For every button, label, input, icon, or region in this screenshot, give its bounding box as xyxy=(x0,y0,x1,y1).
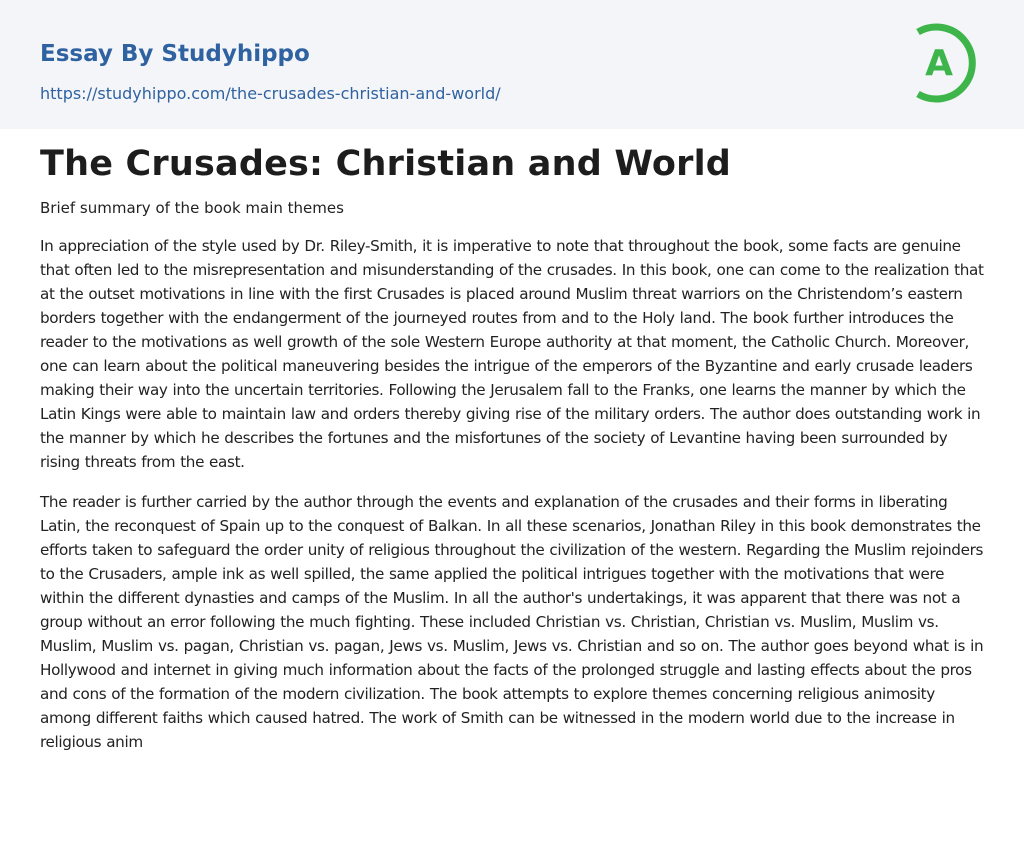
essay-subtitle: Brief summary of the book main themes xyxy=(40,199,344,217)
essay-body xyxy=(40,234,986,770)
studyhippo-logo-icon[interactable] xyxy=(910,18,988,108)
essay-paragraph: In appreciation of the style used by Dr. Riley-Smith, it is imperative to note that throughout the book, some facts are genuine that often led to the misrepresentation and misunderstanding of the crusades. In this book, one can come to the realization that at the outset motivations in line with the first Crusades is placed around Muslim threat warriors on the Christendom’s eastern borders together with the endangerment of the journeyed routes from and to the Holy land. The book further introduces the reader to the motivations as well growth of the sole Western Europe authority at that moment, the Catholic Church. Moreover, one can learn about the political maneuvering besides the intrigue of the emperors of the Byzantine and early crusade leaders making their way into the uncertain territories. Following the Jerusalem fall to the Franks, one learns the manner by which the Latin Kings were able to maintain law and orders thereby giving rise of the military orders. The author does outstanding work in the manner by which he describes the fortunes and the misfortunes of the society of Levantine having been surrounded by rising threats from the east. xyxy=(40,237,984,471)
logo-letter: A xyxy=(925,43,953,84)
site-header xyxy=(0,0,1024,129)
essay-url-link[interactable]: https://studyhippo.com/the-crusades-christian-and-world/ xyxy=(40,84,501,103)
essay-title: The Crusades: Christian and World xyxy=(40,144,732,184)
site-brand[interactable]: Essay By Studyhippo xyxy=(40,41,310,67)
essay-paragraph: The reader is further carried by the author through the events and explanation of the crusades and their forms in liberating Latin, the reconquest of Spain up to the conquest of Balkan. In all these scenarios, Jonathan Riley in this book demonstrates the efforts taken to safeguard the order unity of religious throughout the civilization of the western. Regarding the Muslim rejoinders to the Crusaders, ample ink as well spilled, the same applied the political intrigues together with the motivations that were within the different dynasties and camps of the Muslim. In all the author's undertakings, it was apparent that there was not a group without an error following the much fighting. These included Christian vs. Christian, Christian vs. Muslim, Muslim vs. Muslim, Muslim vs. pagan, Christian vs. pagan, Jews vs. Muslim, Jews vs. Christian and so on. The author goes beyond what is in Hollywood and internet in giving much information about the facts of the prolonged struggle and lasting effects about the pros and cons of the formation of the modern civilization. The book attempts to explore themes concerning religious animosity among different faiths which caused hatred. The work of Smith can be witnessed in the modern world due to the increase in religious anim xyxy=(40,493,984,751)
